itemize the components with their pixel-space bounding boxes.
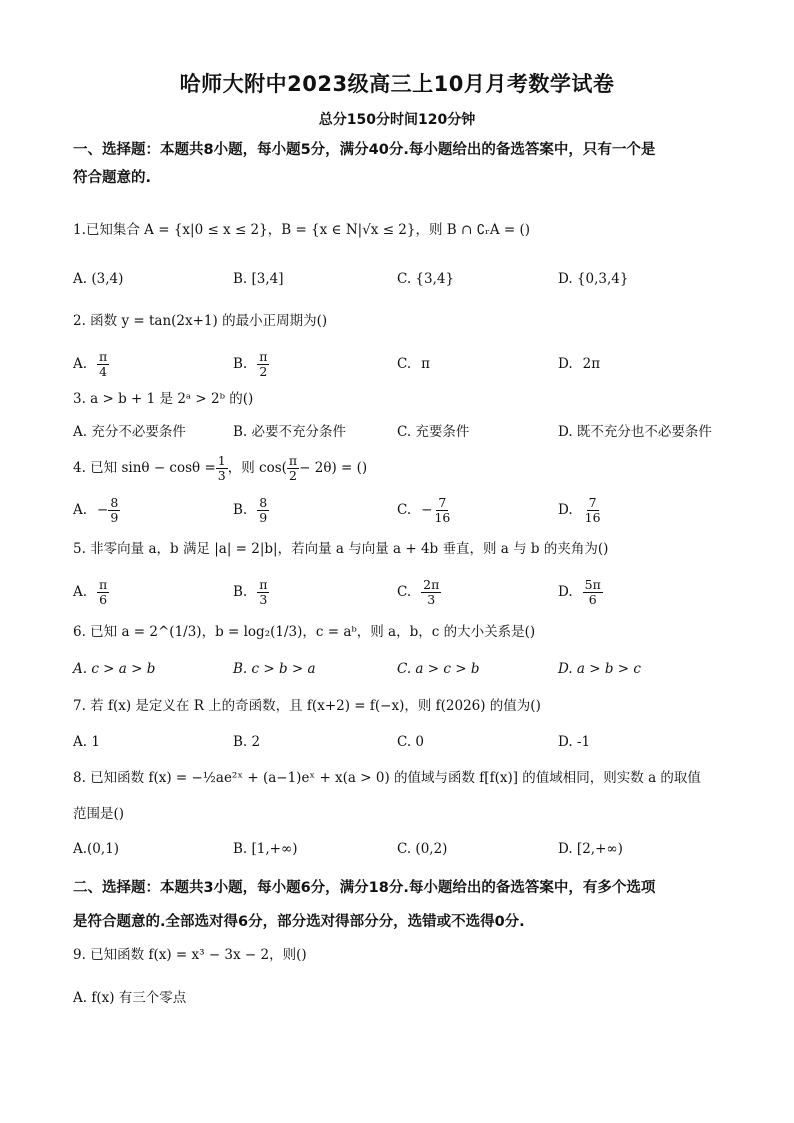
option-d [558,570,603,614]
fraction: $\frac{2\pi}{3}$ [423,576,440,607]
question-4-options [73,488,733,532]
fraction: $\frac{\pi}{4}$ [99,348,108,379]
question-3: 3. a > b + 1 是 2ᵃ > 2ᵇ 的() [73,391,254,407]
option-c: C. a > c > b [397,661,480,677]
option-a [73,570,109,614]
option-a: A.(0,1) [73,841,120,857]
option-letter: A. [73,356,88,372]
option-value: π [421,356,431,372]
question-7: 7. 若 f(x) 是定义在 R 上的奇函数，且 f(x+2) = f(−x)，则 f(2026) 的值为() [73,698,541,714]
section-2-heading [73,874,733,936]
option-letter: B. [233,584,248,600]
option-value: 2π [582,356,601,372]
question-5: 5. 非零向量 a，b 满足 |a| = 2|b|，若向量 a 与向量 a + 4b 垂直，则 a 与 b 的夹角为() [73,541,609,557]
option-d: D. -1 [558,734,591,750]
fraction: $\frac{1}{3}$ [217,452,226,483]
question-1: 1.已知集合 A = {x|0 ≤ x ≤ 2}，B = {x ∈ N|√x ≤ 2}，则 B ∩ ∁ᵣA = () [73,222,531,238]
question-6: 6. 已知 a = 2^(1/3)，b = log₂(1/3)，c = aᵇ，则 a，b，c 的大小关系是() [73,624,536,640]
question-6-options [73,652,733,686]
option-c: C. 0 [397,734,425,750]
option-a: A. 充分不必要条件 [73,424,186,440]
option-d [558,488,603,532]
option-letter: C. [397,584,412,600]
option-letter: C. [397,356,412,372]
question-8-line-2: 范围是() [73,806,125,822]
option-d: D. [2,+∞) [558,841,623,857]
question-5-options [73,570,733,614]
option-b [233,488,269,532]
section-1-line-2: 符合题意的. [73,170,152,186]
sign: − [97,502,109,518]
fraction: $\frac{\pi}{2}$ [259,348,268,379]
question-7-options [73,725,733,759]
section-2-line-2: 是符合题意的.全部选对得6分，部分选对得部分分，选错或不选得0分. [73,914,525,930]
fraction: $\frac{5\pi}{6}$ [584,576,601,607]
section-2-line-1: 二、选择题：本题共3小题，每小题6分，满分18分.每小题给出的备选答案中，有多个选项 [73,880,656,896]
question-1-options [73,262,733,296]
option-letter: D. [558,356,573,372]
question-text: 4. 已知 sinθ − cosθ = [73,460,216,476]
question-4 [73,451,733,485]
option-letter: A. [73,584,88,600]
section-1-heading [73,136,733,192]
option-c: C. 充要条件 [397,424,470,440]
option-letter: A. [73,502,88,518]
option-a [73,342,109,386]
question-text: ，则 cos( [227,460,287,476]
option-c [397,488,452,532]
option-b: B. [1,+∞) [233,841,298,857]
question-text: − 2θ) = () [299,460,368,476]
question-3-options [73,413,733,447]
option-letter: D. [558,502,573,518]
option-c: C. {3,4} [397,271,455,287]
option-a [73,488,120,532]
option-letter: B. [233,502,248,518]
option-a: A. 1 [73,734,100,750]
option-letter: D. [558,584,573,600]
option-b: B. c > b > a [233,661,316,677]
question-8-options [73,832,733,866]
question-8-line-1: 8. 已知函数 f(x) = −½ae²ˣ + (a−1)eˣ + x(a > 0) 的值域与函数 f[f(x)] 的值域相同，则实数 a 的取值 [73,770,701,786]
option-c [397,570,441,614]
fraction: $\frac{7}{16}$ [434,494,451,525]
option-d: D. {0,3,4} [558,271,629,287]
option-d [558,342,600,386]
fraction: $\frac{7}{16}$ [584,494,601,525]
option-b [233,570,269,614]
option-b [233,342,269,386]
question-2: 2. 函数 y = tan(2x+1) 的最小正周期为() [73,313,328,329]
option-c [397,342,430,386]
question-2-options [73,342,733,386]
fraction: $\frac{8}{9}$ [110,494,119,525]
option-letter: C. [397,502,412,518]
sign: − [421,502,433,518]
fraction: $\frac{\pi}{6}$ [99,576,108,607]
option-d: D. a > b > c [558,661,641,677]
fraction: $\frac{\pi}{3}$ [259,576,268,607]
question-9-option-a: A. f(x) 有三个零点 [73,990,187,1006]
option-a: A. (3,4) [73,271,124,287]
option-b: B. 2 [233,734,261,750]
option-d: D. 既不充分也不必要条件 [558,424,712,440]
option-a: A. c > a > b [73,661,156,677]
section-1-line-1: 一、选择题：本题共8小题，每小题5分，满分40分.每小题给出的备选答案中，只有一个是 [73,142,656,158]
exam-title: 哈师大附中2023级高三上10月月考数学试卷 [179,72,615,96]
exam-subtitle: 总分150分时间120分钟 [318,112,476,128]
option-b: B. 必要不充分条件 [233,424,347,440]
option-b: B. [3,4] [233,271,284,287]
fraction: $\frac{\pi}{2}$ [288,452,298,483]
fraction: $\frac{8}{9}$ [259,494,268,525]
option-c: C. (0,2) [397,841,448,857]
question-9: 9. 已知函数 f(x) = x³ − 3x − 2，则() [73,947,307,963]
option-letter: B. [233,356,248,372]
